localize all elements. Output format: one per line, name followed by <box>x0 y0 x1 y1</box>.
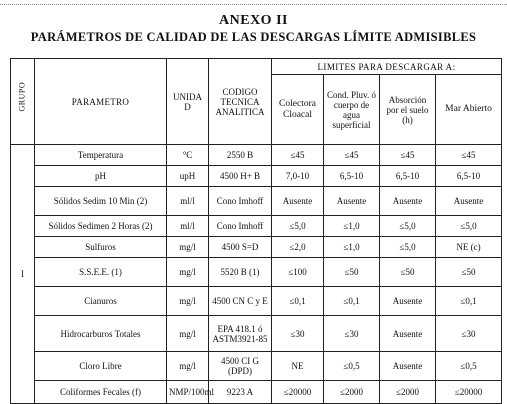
pluvial-cell: ≤2000 <box>324 381 380 404</box>
absorcion-cell: Ausente <box>380 187 436 216</box>
colectora-cell: ≤20000 <box>272 381 324 404</box>
header-pluvial: Cond. Pluv. ó cuerpo de agua superficial <box>324 75 380 145</box>
code-cell: Cono Imhoff <box>209 216 272 237</box>
table-row <box>11 258 502 287</box>
absorcion-cell: ≤5,0 <box>380 216 436 237</box>
param-cell: Sólidos Sedim 10 Min (2) <box>35 187 167 216</box>
pluvial-cell: ≤45 <box>324 145 380 166</box>
unit-cell: mg/l <box>167 258 209 287</box>
param-cell: Sulfuros <box>35 237 167 258</box>
table-body <box>11 145 502 404</box>
header-absorcion: Absorción por el suelo (h) <box>380 75 436 145</box>
param-cell: Hidrocarburos Totales <box>35 316 167 352</box>
table-row <box>11 316 502 352</box>
pluvial-cell: ≤50 <box>324 258 380 287</box>
param-cell: Temperatura <box>35 145 167 166</box>
colectora-cell: ≤30 <box>272 316 324 352</box>
pluvial-cell: 6,5-10 <box>324 166 380 187</box>
colectora-cell: 7,0-10 <box>272 166 324 187</box>
document-title: PARÁMETROS DE CALIDAD DE LAS DESCARGAS LÍMITE ADMISIBLES <box>30 30 477 44</box>
colectora-cell: NE <box>272 352 324 381</box>
mar-cell: NE (c) <box>436 237 502 258</box>
table-row <box>11 237 502 258</box>
table-row <box>11 287 502 316</box>
absorcion-cell: Ausente <box>380 316 436 352</box>
header-codigo: CODIGO TECNICA ANALITICA <box>209 59 272 145</box>
pluvial-cell: ≤1,0 <box>324 216 380 237</box>
table-row <box>11 216 502 237</box>
unit-cell: ml/l <box>167 187 209 216</box>
param-cell: Cloro Libre <box>35 352 167 381</box>
absorcion-cell: Ausente <box>380 352 436 381</box>
colectora-cell: ≤5,0 <box>272 216 324 237</box>
mar-cell: ≤5,0 <box>436 216 502 237</box>
unit-cell: mg/l <box>167 237 209 258</box>
header-limites: LIMITES PARA DESCARGAR A: <box>272 59 502 75</box>
code-cell: 9223 A <box>209 381 272 404</box>
code-cell: 4500 S=D <box>209 237 272 258</box>
pluvial-cell: ≤30 <box>324 316 380 352</box>
colectora-cell: ≤2,0 <box>272 237 324 258</box>
pluvial-cell: ≤0,5 <box>324 352 380 381</box>
code-cell: 2550 B <box>209 145 272 166</box>
code-cell: 4500 CN C y E <box>209 287 272 316</box>
limits-table <box>10 58 502 404</box>
mar-cell: ≤20000 <box>436 381 502 404</box>
code-cell: EPA 418.1 ó ASTM3921-85 <box>209 316 272 352</box>
param-cell: Coliformes Fecales (f) <box>35 381 167 404</box>
absorcion-cell: ≤2000 <box>380 381 436 404</box>
absorcion-cell: ≤50 <box>380 258 436 287</box>
unit-cell: upH <box>167 166 209 187</box>
absorcion-cell: ≤45 <box>380 145 436 166</box>
unit-cell: mg/l <box>167 352 209 381</box>
colectora-cell: Ausente <box>272 187 324 216</box>
table-row <box>11 187 502 216</box>
header-grupo: GRUPO <box>11 59 35 145</box>
table-row <box>11 381 502 404</box>
absorcion-cell: ≤5,0 <box>380 237 436 258</box>
mar-cell: 6,5-10 <box>436 166 502 187</box>
mar-cell: Ausente <box>436 187 502 216</box>
mar-cell: ≤50 <box>436 258 502 287</box>
top-rule <box>0 0 507 5</box>
pluvial-cell: Ausente <box>324 187 380 216</box>
unit-cell: mg/l <box>167 316 209 352</box>
table-row <box>11 352 502 381</box>
code-cell: 4500 H+ B <box>209 166 272 187</box>
header-unidad: UNIDA D <box>167 59 209 145</box>
param-cell: Cianuros <box>35 287 167 316</box>
unit-cell: mg/l <box>167 287 209 316</box>
absorcion-cell: Ausente <box>380 287 436 316</box>
table-row <box>11 166 502 187</box>
param-cell: pH <box>35 166 167 187</box>
absorcion-cell: 6,5-10 <box>380 166 436 187</box>
colectora-cell: ≤45 <box>272 145 324 166</box>
header-mar: Mar Abierto <box>436 75 502 145</box>
code-cell: 5520 B (1) <box>209 258 272 287</box>
header-parametro: PARAMETRO <box>35 59 167 145</box>
table-row <box>11 145 502 166</box>
unit-cell: °C <box>167 145 209 166</box>
param-cell: Sólidos Sedimen 2 Horas (2) <box>35 216 167 237</box>
mar-cell: ≤30 <box>436 316 502 352</box>
unit-cell: NMP/100ml <box>167 381 209 404</box>
mar-cell: ≤0,1 <box>436 287 502 316</box>
annex-title: ANEXO II <box>219 13 288 28</box>
pluvial-cell: ≤0,1 <box>324 287 380 316</box>
colectora-cell: ≤0,1 <box>272 287 324 316</box>
header-colectora: Colectora Cloacal <box>272 75 324 145</box>
code-cell: Cono Imhoff <box>209 187 272 216</box>
grupo-value: I <box>11 145 35 404</box>
param-cell: S.S.E.E. (1) <box>35 258 167 287</box>
mar-cell: ≤0,5 <box>436 352 502 381</box>
unit-cell: ml/l <box>167 216 209 237</box>
pluvial-cell: ≤1,0 <box>324 237 380 258</box>
code-cell: 4500 CI G (DPD) <box>209 352 272 381</box>
mar-cell: ≤45 <box>436 145 502 166</box>
colectora-cell: ≤100 <box>272 258 324 287</box>
